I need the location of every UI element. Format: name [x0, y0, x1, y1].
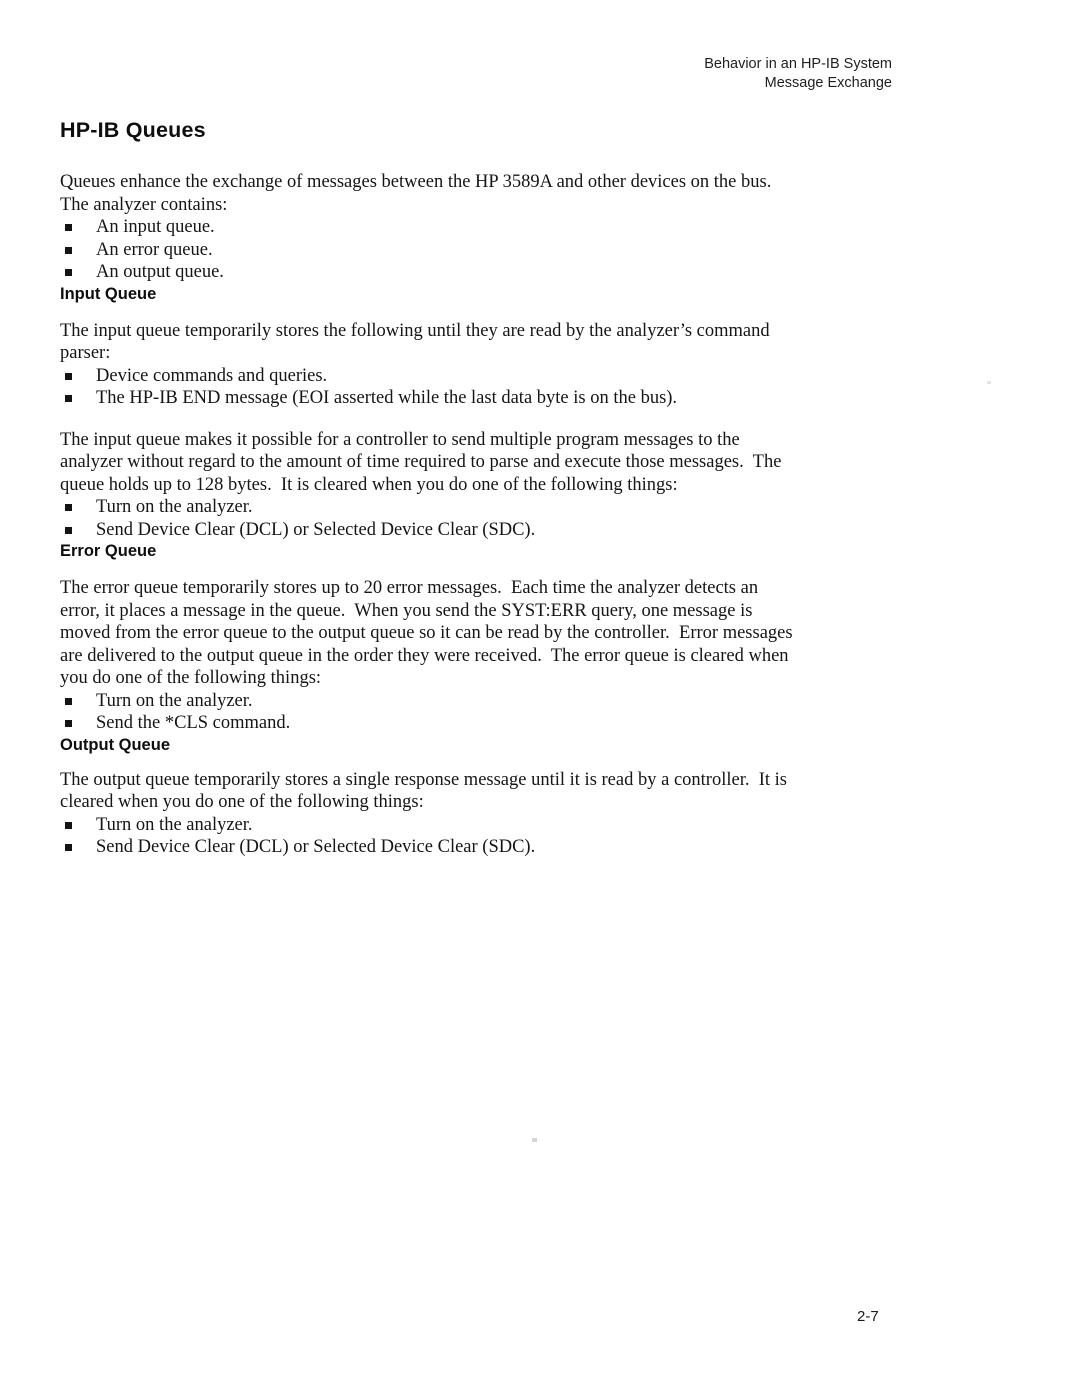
- bullet-item: [60, 836, 890, 859]
- paragraph-line: are delivered to the output queue in the order they were received. The error queue is cleared when: [60, 645, 789, 666]
- bullet-square-icon: [65, 527, 72, 534]
- section-heading-input-queue: Input Queue: [60, 284, 157, 303]
- paragraph-line: The input queue temporarily stores the following until they are read by the analyzer’s command: [60, 320, 770, 341]
- paragraph-line: you do one of the following things:: [60, 668, 322, 688]
- scan-artifact-speck: [987, 381, 991, 384]
- bullet-text: An error queue.: [96, 239, 213, 260]
- bullet-square-icon: [65, 698, 72, 705]
- paragraph-line: parser:: [60, 343, 111, 363]
- page-number: 2-7: [857, 1308, 879, 1325]
- header-section-title: Message Exchange: [764, 74, 892, 91]
- bullet-item: [60, 814, 890, 837]
- bullet-text: Turn on the analyzer.: [96, 814, 253, 835]
- bullet-square-icon: [65, 395, 72, 402]
- paragraph-line: cleared when you do one of the following things:: [60, 792, 424, 812]
- bullet-item: [60, 712, 890, 735]
- paragraph-line: analyzer without regard to the amount of time required to parse and execute those messages. The: [60, 452, 782, 472]
- input-queue-bullet-list-1: [60, 365, 890, 410]
- page-content: [60, 119, 890, 859]
- bullet-item: [60, 365, 890, 388]
- bullet-square-icon: [65, 247, 72, 254]
- input-queue-paragraph-1: [60, 320, 890, 365]
- error-queue-paragraph: [60, 577, 890, 690]
- bullet-square-icon: [65, 224, 72, 231]
- paragraph-line: The error queue temporarily stores up to 20 error messages. Each time the analyzer detects an: [60, 578, 759, 598]
- input-queue-paragraph-2: [60, 429, 890, 497]
- section-heading-output-queue: Output Queue: [60, 735, 170, 754]
- paragraph-line: The output queue temporarily stores a single response message until it is read by a controller. It is: [60, 769, 787, 790]
- bullet-square-icon: [65, 720, 72, 727]
- bullet-square-icon: [65, 504, 72, 511]
- output-queue-bullet-list: [60, 814, 890, 859]
- bullet-text: An input queue.: [96, 217, 215, 237]
- bullet-square-icon: [65, 373, 72, 380]
- bullet-text: Send the *CLS command.: [96, 713, 291, 733]
- bullet-square-icon: [65, 269, 72, 276]
- paragraph-line: error, it places a message in the queue. When you send the SYST:ERR query, one message is: [60, 600, 753, 621]
- bullet-item: [60, 690, 890, 713]
- input-queue-bullet-list-2: [60, 496, 890, 541]
- bullet-item: [60, 261, 890, 284]
- bullet-item: [60, 387, 890, 410]
- bullet-text: The HP-IB END message (EOI asserted while the last data byte is on the bus).: [96, 388, 678, 408]
- bullet-text: Send Device Clear (DCL) or Selected Device Clear (SDC).: [96, 837, 536, 857]
- bullet-square-icon: [65, 844, 72, 851]
- paragraph-line: queue holds up to 128 bytes. It is cleared when you do one of the following things:: [60, 474, 678, 495]
- intro-paragraph: [60, 171, 890, 216]
- bullet-text: An output queue.: [96, 262, 224, 282]
- bullet-square-icon: [65, 822, 72, 829]
- intro-bullet-list: [60, 216, 890, 284]
- bullet-item: [60, 216, 890, 239]
- bullet-text: Send Device Clear (DCL) or Selected Device Clear (SDC).: [96, 519, 536, 540]
- bullet-text: Turn on the analyzer.: [96, 497, 253, 517]
- scan-artifact-speck: [532, 1138, 537, 1142]
- bullet-text: Turn on the analyzer.: [96, 690, 253, 711]
- output-queue-paragraph: [60, 769, 890, 814]
- running-header: [704, 55, 892, 92]
- paragraph-line: The analyzer contains:: [60, 194, 228, 215]
- paragraph-line: Queues enhance the exchange of messages between the HP 3589A and other devices on the bus.: [60, 172, 772, 192]
- paragraph-line: The input queue makes it possible for a controller to send multiple program messages to the: [60, 429, 740, 450]
- paragraph-line: moved from the error queue to the output queue so it can be read by the controller. Error messages: [60, 623, 793, 643]
- error-queue-bullet-list: [60, 690, 890, 735]
- page-title: HP-IB Queues: [60, 118, 206, 142]
- section-heading-error-queue: Error Queue: [60, 542, 157, 560]
- bullet-text: Device commands and queries.: [96, 365, 328, 386]
- bullet-item: [60, 496, 890, 519]
- bullet-item: [60, 239, 890, 262]
- header-chapter-title: Behavior in an HP-IB System: [704, 56, 892, 72]
- bullet-item: [60, 519, 890, 542]
